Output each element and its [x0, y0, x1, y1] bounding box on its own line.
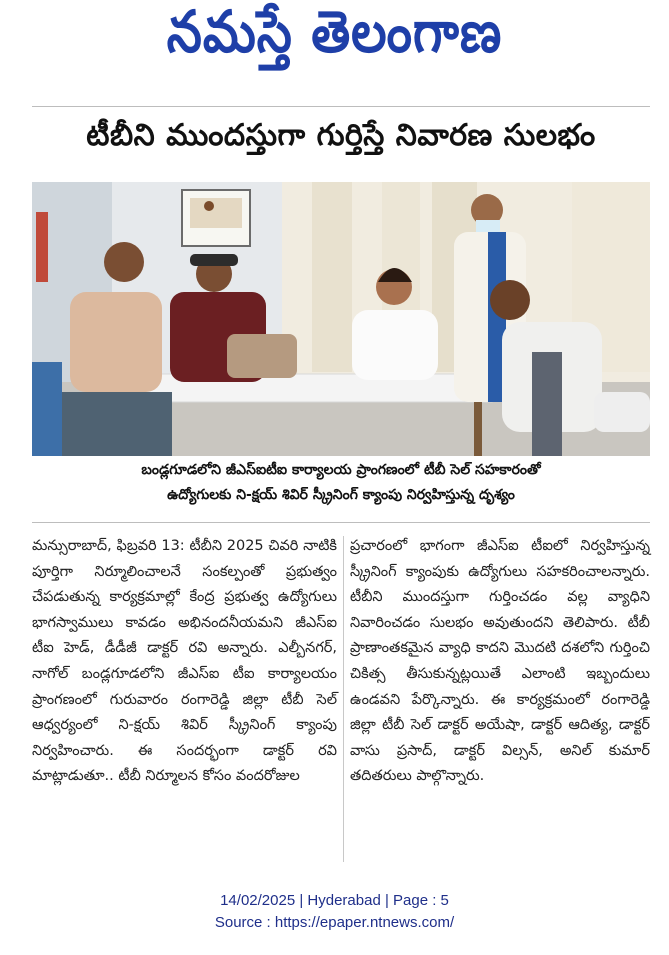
- caption-divider: [32, 522, 650, 523]
- article-column-right: [350, 534, 650, 790]
- article-photo: [32, 182, 650, 456]
- caption-line-1: బండ్లగూడలోని జీఎస్ఐటీఐ కార్యాలయ ప్రాంగణంలో టీబీ సెల్ సహకారంతో: [141, 462, 541, 478]
- body-text-right: ప్రచారంలో భాగంగా జీఎస్ఐ టీఐలో నిర్వహిస్తున్న స్క్రీనింగ్ క్యాంపుకు ఉద్యోగులు సహకరించాలన్నారు. టీబీని ముందస్తుగా గుర్తించడం వల్ల వ్యాధిని నివారించడం సులభం అవుతుందని తెలిపారు. టీబీ ప్రాణాంతకమైన వ్యాధి కాదని మొదటి దశలోని గుర్తించి చికిత్స తీసుకున్నట్లయితే ఎలాంటి ఇబ్బందులు ఉండవని పేర్కొన్నారు. ఈ కార్యక్రమంలో రంగారెడ్డి జిల్లా టీబీ సెల్ డాక్టర్ అయేషా, డాక్టర్ ఆదిత్య, డాక్టర్ వాసు ప్రసాద్, డాక్టర్ విల్సన్, అనిల్ కుమార్ తదితరులు పాల్గొన్నారు.: [350, 538, 650, 785]
- masthead-title: నమస్తే తెలంగాణ: [166, 0, 503, 66]
- masthead-divider: [32, 106, 650, 107]
- body-text-left: మన్సురాబాద్, ఫిబ్రవరి 13: టీబీని 2025 చివరి నాటికి పూర్తిగా నిర్మూలించాలనే సంకల్పంతో ప్రభుత్వం చేపడుతున్న కార్యక్రమాల్లో కేంద్ర ప్రభుత్వ ఉద్యోగులు భాగస్వాములు కావడం అభినందనీయమని జీఎస్ఐ టీఐ హెడ్, డీడీజీ డాక్టర్ రవి అన్నారు. ఎల్బీనగర్, నాగోల్ బండ్లగూడలోని జీఎస్ఐ టీఐ కార్యాలయం ప్రాంగణంలో గురువారం రంగారెడ్డి జిల్లా టీబీ సెల్ ఆధ్వర్యంలో ని-క్షయ్ శివిర్ స్క్రీనింగ్ క్యాంపు నిర్వహించారు. ఈ సందర్భంగా డాక్టర్ రవి మాట్లాడుతూ.. టీబీ నిర్మూలన కోసం వందరోజుల: [32, 538, 337, 785]
- article-headline: టీబీని ముందస్తుగా గుర్తిస్తే నివారణ సులభం: [86, 118, 596, 153]
- photo-caption: [32, 458, 650, 508]
- column-divider: [343, 536, 344, 862]
- article-column-left: [32, 534, 337, 790]
- source-link[interactable]: Source : https://epaper.ntnews.com/: [214, 914, 455, 931]
- edition-dateline: 14/02/2025 | Hyderabad | Page : 5: [220, 892, 449, 909]
- photo-illustration: [32, 182, 650, 456]
- newspaper-masthead: [0, 0, 669, 78]
- caption-line-2: ఉద్యోగులకు ని-క్షయ్ శివిర్ స్క్రీనింగ్ క్యాంపు నిర్వహిస్తున్న దృశ్యం: [167, 487, 515, 503]
